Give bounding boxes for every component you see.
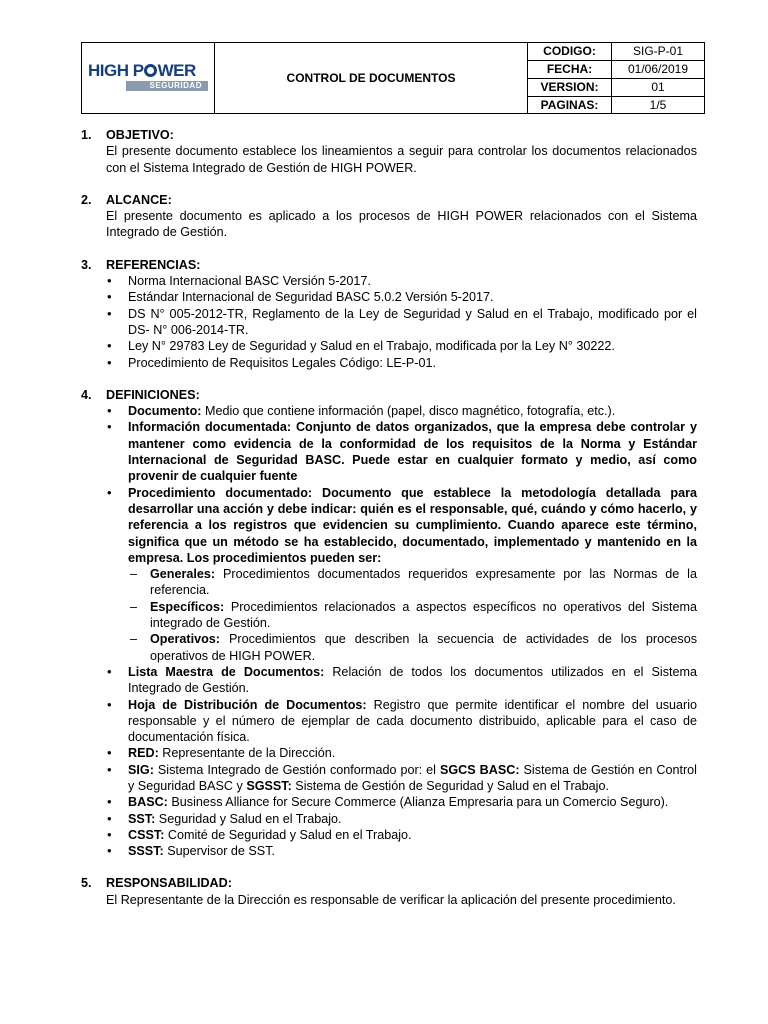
section-referencias bbox=[81, 257, 697, 371]
definition-term: SSST: bbox=[128, 844, 164, 859]
definition-text: Relación de todos los documentos utilizados en el Sistema Integrado de Gestión. bbox=[128, 664, 698, 696]
section-alcance bbox=[81, 192, 697, 241]
section-definiciones bbox=[81, 387, 697, 860]
meta-key: FECHA: bbox=[528, 61, 612, 78]
definition-term: SST: bbox=[128, 811, 156, 826]
section-title: OBJETIVO: bbox=[106, 128, 174, 142]
section-heading bbox=[81, 387, 697, 403]
list-item bbox=[128, 599, 697, 632]
meta-row-version bbox=[528, 79, 704, 97]
section-heading bbox=[81, 192, 697, 208]
document-body bbox=[81, 127, 697, 924]
section-title: REFERENCIAS: bbox=[106, 257, 201, 272]
meta-key: PAGINAS: bbox=[528, 97, 612, 114]
document-meta bbox=[528, 43, 704, 113]
list-item bbox=[106, 419, 697, 484]
definition-term: BASC: bbox=[128, 795, 168, 810]
section-number: 4. bbox=[81, 387, 92, 402]
meta-value: 01 bbox=[651, 80, 665, 94]
document-header bbox=[81, 42, 705, 114]
section-text: El presente documento es aplicado a los procesos de HIGH POWER relacionados con el Sistema Integrado de Gestión. bbox=[106, 209, 697, 240]
section-number: 3. bbox=[81, 257, 92, 272]
definition-term: RED: bbox=[128, 746, 159, 761]
logo-cell bbox=[82, 43, 215, 113]
logo-subtitle: SEGURIDAD bbox=[126, 81, 208, 91]
definition-text: Procedimientos que describen la secuencia de actividades de los procesos operativos de HIGH POWER. bbox=[150, 632, 697, 663]
definition-text: Sistema Integrado de Gestión conformado por: el bbox=[153, 762, 440, 777]
list-item: • Estándar Internacional de Seguridad BASC 5.0.2 Versión 5-2017. bbox=[106, 289, 697, 305]
list-item: • DS N° 005-2012-TR, Reglamento de la Ley de Seguridad y Salud en el Trabajo, modificado por el DS- N° 006-2014-TR. bbox=[106, 306, 697, 339]
list-item bbox=[106, 827, 697, 843]
list-item bbox=[106, 794, 697, 810]
section-number: 5. bbox=[81, 876, 92, 891]
reference-list bbox=[81, 273, 697, 371]
logo-o-ring-icon bbox=[144, 64, 157, 77]
definition-text: Registro que permite identificar el nombre del usuario responsable y el número de ejemplar de cada documento distribuido, aplicable para el caso de documentación física. bbox=[128, 697, 698, 745]
definition-text: Business Alliance for Secure Commerce (Alianza Empresaria para un Comercio Seguro). bbox=[167, 795, 669, 810]
list-item bbox=[106, 745, 697, 761]
definition-list bbox=[81, 403, 697, 859]
list-item bbox=[106, 843, 697, 859]
definition-text: Documento que establece la metodología detallada para desarrollar una acción y debe indicar: quién es el responsable, qué, cuándo y cómo hacerlo, y referencia a los registros que evidencien su cumplimiento. Cuando aparece este término, significa que un método se ha establecido, documentado, implementado y mantenido en la empresa. Los procedimientos pueden ser: bbox=[128, 485, 697, 565]
section-text: El presente documento establece los lineamientos a seguir para controlar los documentos relacionados con el Sistema Integrado de Gestión de HIGH POWER. bbox=[106, 144, 697, 175]
definition-term: SIG: bbox=[128, 762, 154, 777]
logo-wordmark: HIGH P WER bbox=[88, 61, 196, 80]
definition-term: Generales: bbox=[150, 567, 216, 582]
section-heading bbox=[81, 875, 697, 891]
list-item bbox=[106, 403, 697, 419]
section-heading bbox=[81, 127, 697, 143]
section-title: RESPONSABILIDAD: bbox=[106, 876, 232, 891]
definition-term: Específicos: bbox=[150, 599, 225, 614]
section-text: El Representante de la Dirección es responsable de verificar la aplicación del presente procedimiento. bbox=[106, 892, 676, 907]
meta-key: CODIGO: bbox=[528, 43, 612, 60]
meta-value: 01/06/2019 bbox=[627, 62, 689, 76]
section-number: 1. bbox=[81, 128, 92, 142]
list-item bbox=[106, 697, 697, 746]
list-item: • Ley N° 29783 Ley de Seguridad y Salud en el Trabajo, modificada por la Ley N° 30222. bbox=[106, 338, 697, 354]
definition-term: CSST: bbox=[128, 827, 165, 842]
definition-term: Hoja de Distribución de Documentos: bbox=[128, 697, 367, 712]
list-item bbox=[106, 664, 697, 697]
list-item bbox=[106, 811, 697, 827]
meta-value: 1/5 bbox=[649, 98, 667, 112]
section-title: ALCANCE: bbox=[106, 192, 172, 207]
meta-row-codigo bbox=[528, 43, 704, 61]
document-title: CONTROL DE DOCUMENTOS bbox=[215, 43, 528, 113]
definition-text: Procedimientos documentados requeridos expresamente por las Normas de la referencia. bbox=[150, 567, 697, 598]
definition-text: Comité de Seguridad y Salud en el Trabajo. bbox=[164, 827, 412, 842]
definition-text: Medio que contiene información (papel, disco magnético, fotografía, etc.). bbox=[201, 404, 616, 419]
section-number: 2. bbox=[81, 192, 92, 207]
procedure-type-list bbox=[128, 566, 697, 664]
list-item: • Procedimiento de Requisitos Legales Código: LE-P-01. bbox=[106, 355, 697, 371]
definition-text: Representante de la Dirección. bbox=[158, 746, 336, 761]
list-item bbox=[128, 566, 697, 599]
definition-text: Sistema de Gestión de Seguridad y Salud en el Trabajo. bbox=[291, 778, 609, 793]
definition-term: SGSST: bbox=[246, 778, 292, 793]
definition-term: Lista Maestra de Documentos: bbox=[128, 664, 325, 679]
definition-text: Seguridad y Salud en el Trabajo. bbox=[155, 811, 342, 826]
section-responsabilidad bbox=[81, 875, 697, 908]
high-power-logo bbox=[88, 62, 208, 94]
definition-term: Documento: bbox=[128, 404, 202, 419]
section-title: DEFINICIONES: bbox=[106, 387, 200, 402]
definition-text: Procedimientos relacionados a aspectos específicos no operativos del Sistema integrado de Gestión. bbox=[150, 599, 697, 631]
list-item bbox=[106, 762, 697, 795]
meta-key: VERSION: bbox=[528, 79, 612, 96]
definition-text: Supervisor de SST. bbox=[163, 844, 275, 859]
definition-term: SGCS BASC: bbox=[439, 762, 520, 777]
definition-term: Operativos: bbox=[150, 632, 220, 647]
meta-row-fecha bbox=[528, 61, 704, 79]
definition-term: Información documentada: bbox=[128, 420, 292, 435]
list-item bbox=[128, 631, 697, 664]
definition-text: Sistema de Gestión en Control y Seguridad BASC y bbox=[128, 762, 697, 793]
meta-row-paginas bbox=[528, 97, 704, 114]
section-objetivo bbox=[81, 127, 697, 176]
list-item bbox=[106, 485, 697, 664]
meta-value: SIG-P-01 bbox=[632, 44, 683, 58]
list-item: • Norma Internacional BASC Versión 5-2017. bbox=[106, 273, 697, 289]
section-heading bbox=[81, 257, 697, 273]
definition-term: Procedimiento documentado: bbox=[128, 485, 313, 500]
definition-text: Conjunto de datos organizados, que la empresa debe controlar y mantener como evidencia de la conformidad de los requisitos de la Norma y Estándar Internacional de Seguridad BASC. Puede estar en cualquier formato y medio, así como provenir de cualquier fuente bbox=[128, 420, 697, 484]
